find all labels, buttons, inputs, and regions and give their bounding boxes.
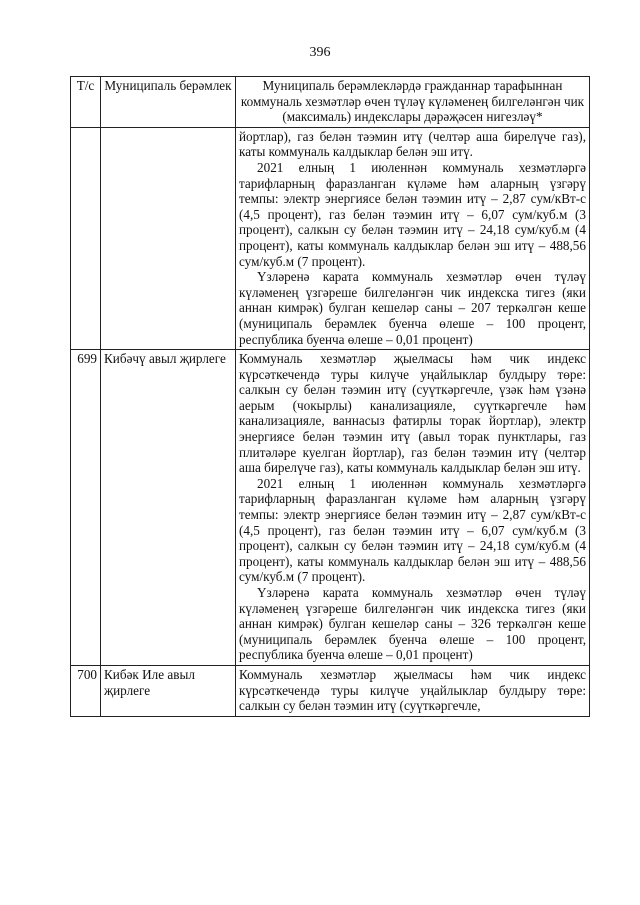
- header-municipality: Муниципаль берәмлек: [101, 77, 236, 128]
- row-number: [71, 127, 101, 349]
- table-row: [71, 127, 590, 349]
- header-index: Муниципаль берәмлекләрдә гражданнар тарафыннан коммуналь хезмәтләр өчен түләү күләменең билгеләнгән чик (максималь) индекслары дәрәҗәсен нигезләү*: [236, 77, 590, 128]
- row-paragraph: Үзләренә карата коммуналь хезмәтләр өчен түләү күләменең үзгәреше билгеләнгән чик индекска тигез (яки аннан кимрәк) булган кешеләр саны – 207 теркәлгән кеше (муниципаль берәмлек буенча өлеше – 100 процент, республика буенча өлеше – 0,01 процент): [239, 269, 586, 347]
- row-description: [236, 350, 590, 666]
- page-number: 396: [309, 45, 331, 60]
- row-number: 700: [71, 665, 101, 716]
- header-number: Т/с: [71, 77, 101, 128]
- row-number: 699: [71, 350, 101, 666]
- table-row: [71, 350, 590, 666]
- row-municipality: [101, 127, 236, 349]
- municipal-index-table: [70, 76, 590, 717]
- row-municipality: Кибәк Иле авыл җирлеге: [101, 665, 236, 716]
- row-municipality: Кибәчү авыл җирлеге: [101, 350, 236, 666]
- row-paragraph: 2021 елның 1 июленнән коммуналь хезмәтләргә тарифларның фаразланган күләме һәм аларның үзгәрү темпы: электр энергиясе белән тәэмин итү – 2,87 сум/кВт-с (4,5 процент), газ белән тәэмин итү – 6,07 сум/куб.м (3 процент), салкын су белән тәэмин итү – 24,18 сум/куб.м (4 процент), каты коммуналь калдыклар белән эш итү – 488,56 сум/куб.м (7 процент).: [239, 475, 586, 585]
- row-paragraph: 2021 елның 1 июленнән коммуналь хезмәтләргә тарифларның фаразланган күләме һәм аларның үзгәрү темпы: электр энергиясе белән тәэмин итү – 2,87 сум/кВт-с (4,5 процент), газ белән тәэмин итү – 6,07 сум/куб.м (3 процент), салкын су белән тәэмин итү – 24,18 сум/куб.м (4 процент), каты коммуналь калдыклар белән эш итү – 488,56 сум/куб.м (7 процент).: [239, 159, 586, 269]
- table-row: [71, 665, 590, 716]
- row-description: [236, 127, 590, 349]
- table-header-row: [71, 77, 590, 128]
- row-paragraph: йортлар), газ белән тәэмин итү (челтәр аша бирелүче газ), каты коммуналь калдыклар белән эш итү.: [239, 128, 586, 160]
- row-paragraph: Үзләренә карата коммуналь хезмәтләр өчен түләү күләменең үзгәреше билгеләнгән чик индекска тигез (яки аннан кимрәк) булган кешеләр саны – 326 теркәлгән кеше (муниципаль берәмлек буенча өлеше – 100 процент, республика буенча өлеше – 0,01 процент): [239, 585, 586, 663]
- row-paragraph: Коммуналь хезмәтләр җыелмасы һәм чик индекс күрсәткечендә туры килүче уңайлыклар булдыру төре: салкын су белән тәэмин итү (суүткәргечле, үзәк һәм үзәнә аерым (чокырлы) канализацияле, суүткәргечле һәм канализацияле, ваннасыз фатирлы торак йортлар), электр энергиясе белән тәэмин итү (авыл торак пунктлары, газ плитәләре куелган йортлар), газ белән тәэмин итү (челтәр аша бирелүче газ), каты коммуналь калдыклар белән эш итү.: [239, 351, 586, 476]
- row-paragraph: Коммуналь хезмәтләр җыелмасы һәм чик индекс күрсәткечендә туры килүче уңайлыклар булдыру төре: салкын су белән тәэмин итү (суүткәргечле,: [239, 666, 586, 714]
- row-description: [236, 665, 590, 716]
